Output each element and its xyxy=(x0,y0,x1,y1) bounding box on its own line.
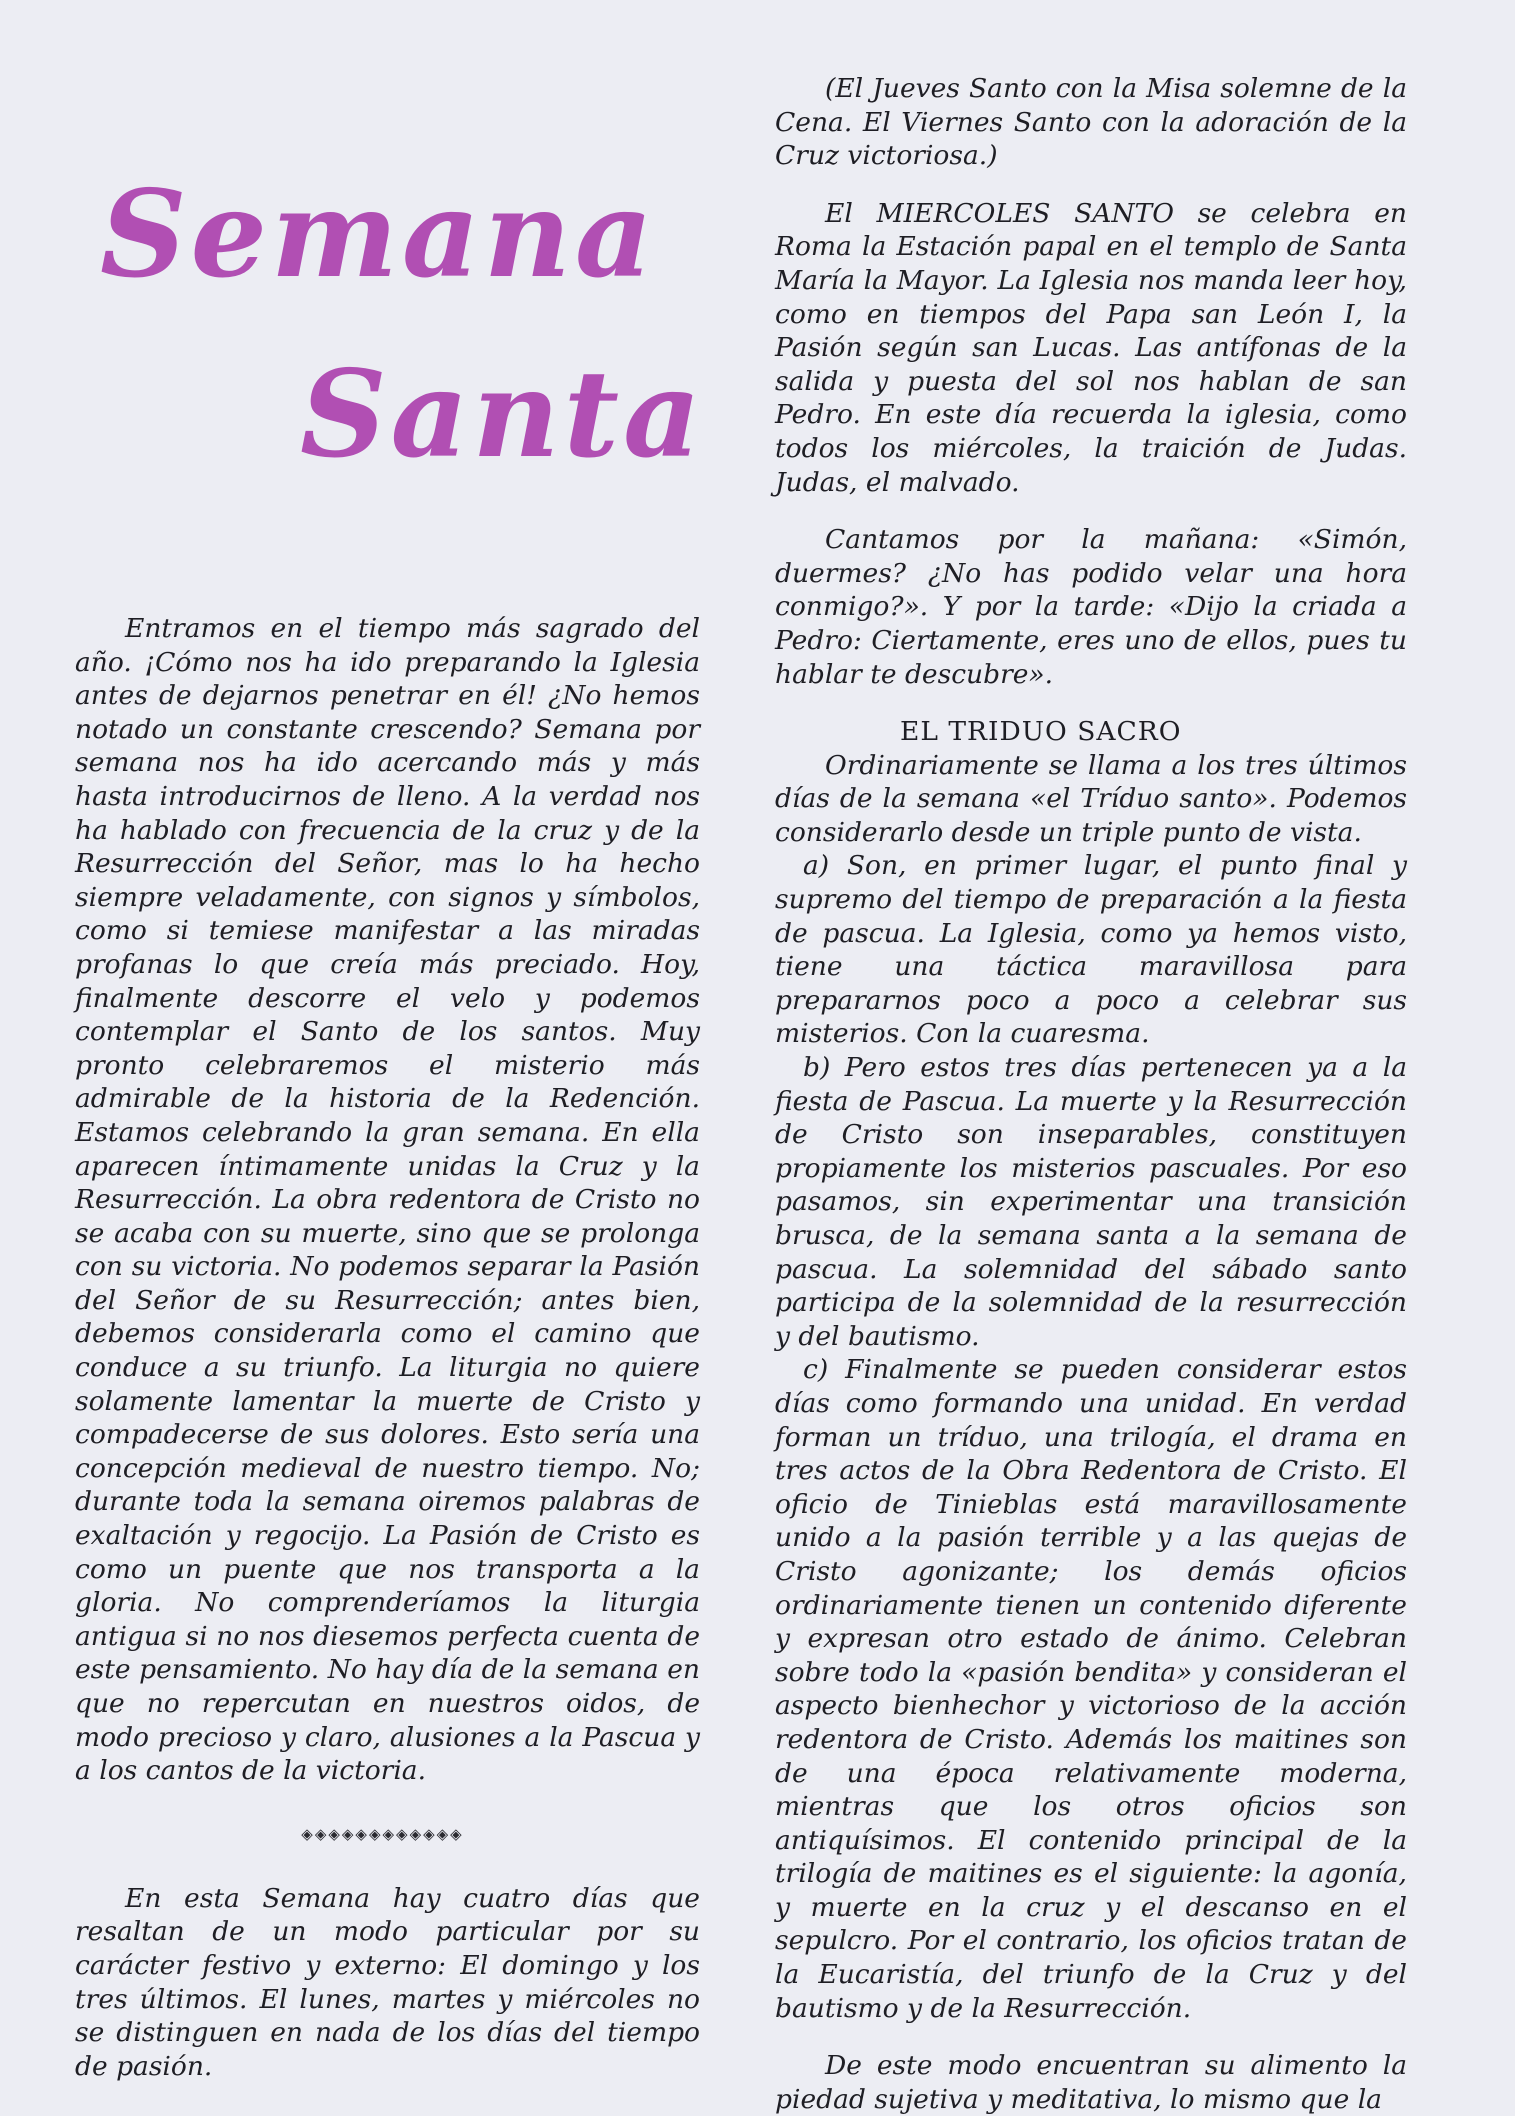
right-column xyxy=(775,72,1407,2116)
ornament-divider: ◈◈◈◈◈◈◈◈◈◈◈◈ xyxy=(301,1824,464,1843)
left-column xyxy=(75,612,700,2083)
cantamos-paragraph: Cantamos por la mañana: «Simón, duermes? ¿No has podido velar una hora conmigo?». Y por la tarde: «Dijo la criada a Pedro: Ciertamente, eres uno de ellos, pues tu hablar te descubre». xyxy=(775,524,1407,690)
four-days-paragraph: En esta Semana hay cuatro días que resaltan de un modo particular por su carácter festivo y externo: El domingo y los tres últimos. El lunes, martes y miércoles no se distinguen en nada de los días del tiempo de pasión. xyxy=(75,1882,700,2082)
title-line-1: Semana xyxy=(100,164,657,305)
section-heading: EL TRIDUO SACRO xyxy=(900,716,1182,748)
miercoles-santo-paragraph: El MIERCOLES SANTO se celebra en Roma la Estación papal en el templo de Santa María la Mayor. La Iglesia nos manda leer hoy, como en tiempos del Papa san León I, la Pasión según san Lucas. Las antífonas de la salida y puesta del sol nos hablan de san Pedro. En este día recuerda la iglesia, como todos los miércoles, la traición de Judas. Judas, el malvado. xyxy=(775,197,1407,498)
title-line-2: Santa xyxy=(300,344,705,485)
closing-paragraph: De este modo encuentran su alimento la piedad sujetiva y meditativa, lo mismo que la xyxy=(775,2050,1407,2115)
item-b-paragraph: b) Pero estos tres días pertenecen ya a la fiesta de Pascua. La muerte y la Resurrección de Cristo son inseparables, constituyen propiamente los misterios pascuales. Por eso pasamos, sin experimentar una transición brusca, de la semana santa a la semana de pascua. La solemnidad del sábado santo participa de la solemnidad de la resurrección y del bautismo. xyxy=(775,1052,1407,1352)
intro-paragraph: Entramos en el tiempo más sagrado del año. ¡Cómo nos ha ido preparando la Iglesia antes de dejarnos penetrar en él! ¿No hemos notado un constante crescendo? Semana por semana nos ha ido acercando más y más hasta introducirnos de lleno. A la verdad nos ha hablado con frecuencia de la cruz y de la Resurrección del Señor, mas lo ha hecho siempre veladamente, con signos y símbolos, como si temiese manifestar a las miradas profanas lo que creía más preciado. Hoy, finalmente descorre el velo y podemos contemplar el Santo de los santos. Muy pronto celebraremos el misterio más admirable de la historia de la Redención. Estamos celebrando la gran semana. En ella aparecen íntimamente unidas la Cruz y la Resurrección. La obra redentora de Cristo no se acaba con su muerte, sino que se prolonga con su victoria. No podemos separar la Pasión del Señor de su Resurrección; antes bien, debemos considerarla como el camino que conduce a su triunfo. La liturgia no quiere solamente lamentar la muerte de Cristo y compadecerse de sus dolores. Esto sería una concepción medieval de nuestro tiempo. No; durante toda la semana oiremos palabras de exaltación y regocijo. La Pasión de Cristo es como un puente que nos transporta a la gloria. No comprenderíamos la liturgia antigua si no nos diesemos perfecta cuenta de este pensamiento. No hay día de la semana en que no repercutan en nuestros oidos, de modo precioso y claro, alusiones a la Pascua y a los cantos de la victoria. xyxy=(75,613,700,1787)
item-c-paragraph: c) Finalmente se pueden considerar estos días como formando una unidad. En verdad forman un tríduo, una trilogía, el drama en tres actos de la Obra Redentora de Cristo. El oficio de Tinieblas está maravillosamente unido a la pasión terrible y a las quejas de Cristo agonizante; los demás oficios ordinariamente tienen un contenido diferente y expresan otro estado de ánimo. Celebran sobre todo la «pasión bendita» y consideran el aspecto bienhechor y victorioso de la acción redentora de Cristo. Además los maitines son de una época relativamente moderna, mientras que los otros oficios son antiquísimos. El contenido principal de la trilogía de maitines es el siguiente: la agonía, y muerte en la cruz y el descanso en el sepulcro. Por el contrario, los oficios tratan de la Eucaristía, del triunfo de la Cruz y del bautismo y de la Resurrección. xyxy=(775,1354,1407,2024)
jueves-viernes-paragraph: (El Jueves Santo con la Misa solemne de la Cena. El Viernes Santo con la adoración de la Cruz victoriosa.) xyxy=(775,73,1407,172)
triduo-intro-paragraph: Ordinariamente se llama a los tres últimos días de la semana «el Tríduo santo». Podemos considerarlo desde un triple punto de vista. xyxy=(775,749,1407,848)
item-a-paragraph: a) Son, en primer lugar, el punto final y supremo del tiempo de preparación a la fiesta de pascua. La Iglesia, como ya hemos visto, tiene una táctica maravillosa para prepararnos poco a poco a celebrar sus misterios. Con la cuaresma. xyxy=(775,850,1407,1050)
